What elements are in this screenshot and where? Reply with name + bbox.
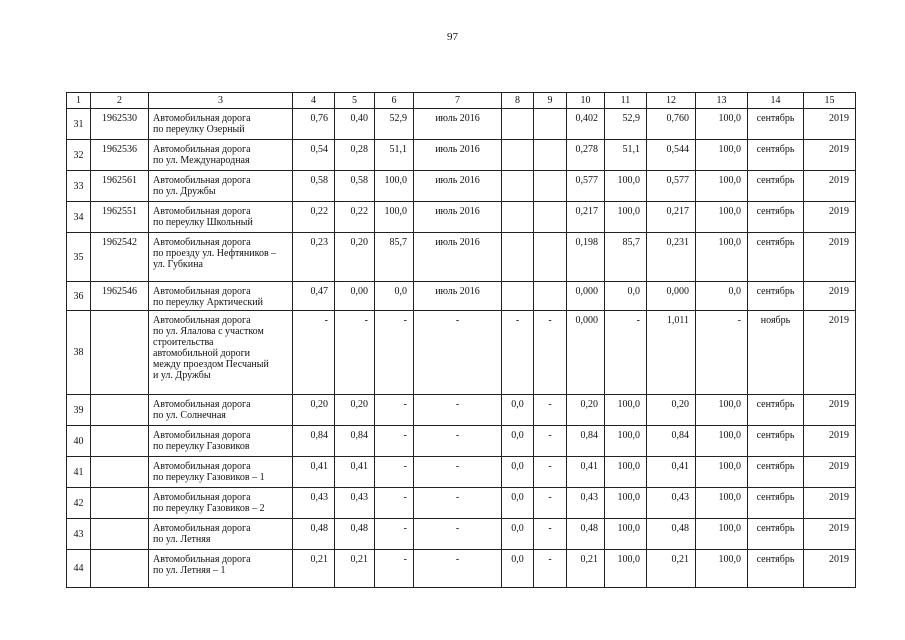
table-cell: 100,0 [696, 171, 748, 202]
table-cell: - [375, 457, 414, 488]
road-code-cell [91, 550, 149, 588]
row-number-cell: 38 [67, 311, 91, 395]
table-cell: - [534, 488, 567, 519]
header-cell: 11 [605, 93, 647, 109]
table-cell: 2019 [804, 395, 856, 426]
table-cell: 100,0 [605, 550, 647, 588]
table-cell: 0,48 [647, 519, 696, 550]
table-row [67, 550, 856, 588]
table-cell: 1,011 [647, 311, 696, 395]
row-number-cell: 33 [67, 171, 91, 202]
table-cell: 0,0 [502, 457, 534, 488]
table-cell: - [414, 457, 502, 488]
table-cell: июль 2016 [414, 202, 502, 233]
table-cell [534, 140, 567, 171]
table-cell: 2019 [804, 109, 856, 140]
table-cell: 100,0 [696, 426, 748, 457]
road-name-line: ул. Губкина [153, 259, 203, 270]
table-row [67, 171, 856, 202]
table-cell: - [534, 395, 567, 426]
road-name-cell [149, 233, 293, 282]
table-cell: 2019 [804, 171, 856, 202]
table-row [67, 457, 856, 488]
table-cell: 100,0 [605, 171, 647, 202]
road-name-cell [149, 550, 293, 588]
table-cell: 0,84 [647, 426, 696, 457]
table-cell [534, 282, 567, 311]
table-cell: 100,0 [605, 202, 647, 233]
table-cell: 0,198 [567, 233, 605, 282]
table-cell: 0,43 [293, 488, 335, 519]
table-cell: сентябрь [748, 395, 804, 426]
road-code-cell [91, 311, 149, 395]
row-number-cell: 42 [67, 488, 91, 519]
table-row [67, 311, 856, 395]
road-name-line: по переулку Газовиков – 2 [153, 503, 265, 514]
road-name-cell [149, 140, 293, 171]
header-cell: 13 [696, 93, 748, 109]
table-cell: 100,0 [696, 140, 748, 171]
table-row [67, 109, 856, 140]
row-number-cell: 34 [67, 202, 91, 233]
header-cell: 10 [567, 93, 605, 109]
table-cell: 0,20 [567, 395, 605, 426]
table-cell: 100,0 [696, 202, 748, 233]
table-cell: 0,21 [293, 550, 335, 588]
table-cell: 51,1 [375, 140, 414, 171]
table-cell: 0,0 [502, 488, 534, 519]
table-cell: - [375, 488, 414, 519]
row-number-cell: 44 [67, 550, 91, 588]
road-name-line: Автомобильная дорога [153, 523, 251, 534]
table-cell: - [534, 311, 567, 395]
table-cell: 100,0 [375, 202, 414, 233]
table-cell: 100,0 [696, 395, 748, 426]
table-cell: 100,0 [375, 171, 414, 202]
header-cell: 4 [293, 93, 335, 109]
table-cell: сентябрь [748, 282, 804, 311]
road-name-cell [149, 109, 293, 140]
table-cell: 0,000 [647, 282, 696, 311]
table-cell: 100,0 [696, 519, 748, 550]
table-cell: 0,0 [502, 395, 534, 426]
road-name-line: между проездом Песчаный [153, 359, 269, 370]
table-cell: 0,20 [647, 395, 696, 426]
table-cell: 0,48 [335, 519, 375, 550]
road-name-line: Автомобильная дорога [153, 206, 251, 217]
table-cell: 100,0 [605, 395, 647, 426]
table-cell: 2019 [804, 282, 856, 311]
table-cell: 0,217 [647, 202, 696, 233]
road-name-line: Автомобильная дорога [153, 461, 251, 472]
table-cell [502, 171, 534, 202]
table-cell: - [375, 395, 414, 426]
road-name-line: Автомобильная дорога [153, 554, 251, 565]
table-cell: - [375, 426, 414, 457]
table-cell: 0,84 [335, 426, 375, 457]
row-number-cell: 31 [67, 109, 91, 140]
road-name-line: строительства [153, 337, 214, 348]
page-number: 97 [447, 31, 458, 43]
header-cell: 12 [647, 93, 696, 109]
road-name-line: по ул. Ялалова с участком [153, 326, 264, 337]
road-name-line: по проезду ул. Нефтяников – [153, 248, 277, 259]
table-cell: - [375, 550, 414, 588]
table-cell: 100,0 [605, 488, 647, 519]
table-cell: июль 2016 [414, 282, 502, 311]
roads-table [66, 92, 856, 588]
road-code-cell: 1962546 [91, 282, 149, 311]
road-name-line: Автомобильная дорога [153, 237, 251, 248]
table-cell: - [375, 519, 414, 550]
table-cell: сентябрь [748, 519, 804, 550]
table-cell: сентябрь [748, 140, 804, 171]
table-cell: 0,577 [647, 171, 696, 202]
table-cell: 0,0 [696, 282, 748, 311]
road-name-line: по переулку Газовиков – 1 [153, 472, 265, 483]
table-cell: - [605, 311, 647, 395]
road-code-cell: 1962536 [91, 140, 149, 171]
table-cell: 100,0 [605, 519, 647, 550]
road-name-line: Автомобильная дорога [153, 175, 251, 186]
table-cell: 0,21 [567, 550, 605, 588]
road-name-line: Автомобильная дорога [153, 315, 251, 326]
table-cell [534, 171, 567, 202]
table-row [67, 233, 856, 282]
table-cell: 0,577 [567, 171, 605, 202]
table-cell: 2019 [804, 457, 856, 488]
road-code-cell [91, 488, 149, 519]
table-cell: сентябрь [748, 171, 804, 202]
road-name-cell [149, 519, 293, 550]
table-cell: июль 2016 [414, 233, 502, 282]
table-cell: 0,000 [567, 282, 605, 311]
table-cell: - [375, 311, 414, 395]
table-cell: 0,0 [502, 426, 534, 457]
header-cell: 9 [534, 93, 567, 109]
row-number-cell: 43 [67, 519, 91, 550]
road-name-line: Автомобильная дорога [153, 430, 251, 441]
table-cell: 0,20 [293, 395, 335, 426]
table-cell: 0,41 [567, 457, 605, 488]
table-cell: 100,0 [696, 457, 748, 488]
table-cell: 0,43 [647, 488, 696, 519]
road-name-line: по переулку Озерный [153, 124, 245, 135]
table-row [67, 282, 856, 311]
table-cell: - [414, 395, 502, 426]
road-code-cell [91, 395, 149, 426]
table-cell: 0,217 [567, 202, 605, 233]
table-cell: 0,21 [647, 550, 696, 588]
road-code-cell [91, 426, 149, 457]
road-code-cell: 1962542 [91, 233, 149, 282]
table-cell: 100,0 [696, 109, 748, 140]
table-cell: 85,7 [605, 233, 647, 282]
header-cell: 2 [91, 93, 149, 109]
table-cell: 2019 [804, 488, 856, 519]
table-cell: 2019 [804, 550, 856, 588]
table-cell: 0,21 [335, 550, 375, 588]
road-name-cell [149, 395, 293, 426]
table-cell: 0,54 [293, 140, 335, 171]
table-cell: сентябрь [748, 233, 804, 282]
road-name-cell [149, 311, 293, 395]
table-cell: 0,48 [293, 519, 335, 550]
table-cell: июль 2016 [414, 140, 502, 171]
header-cell: 7 [414, 93, 502, 109]
row-number-cell: 36 [67, 282, 91, 311]
header-cell: 3 [149, 93, 293, 109]
road-code-cell: 1962551 [91, 202, 149, 233]
table-cell [502, 109, 534, 140]
table-cell: - [414, 311, 502, 395]
table-cell: 0,22 [293, 202, 335, 233]
table-cell: 0,58 [293, 171, 335, 202]
road-code-cell [91, 519, 149, 550]
table-cell: 0,20 [335, 395, 375, 426]
table-cell: 0,760 [647, 109, 696, 140]
table-cell: 2019 [804, 202, 856, 233]
table-cell: 0,41 [647, 457, 696, 488]
table-cell [502, 282, 534, 311]
table-cell: 0,402 [567, 109, 605, 140]
table-cell: 100,0 [605, 457, 647, 488]
table-cell: 0,00 [335, 282, 375, 311]
road-name-cell [149, 488, 293, 519]
table-cell: - [293, 311, 335, 395]
road-name-line: автомобильной дороги [153, 348, 251, 359]
road-name-line: Автомобильная дорога [153, 399, 251, 410]
row-number-cell: 32 [67, 140, 91, 171]
table-cell: 0,43 [567, 488, 605, 519]
table-cell: - [534, 457, 567, 488]
row-number-cell: 39 [67, 395, 91, 426]
table-cell: 100,0 [696, 550, 748, 588]
table-cell: 0,58 [335, 171, 375, 202]
table-cell: 0,544 [647, 140, 696, 171]
header-cell: 15 [804, 93, 856, 109]
header-cell: 5 [335, 93, 375, 109]
table-cell [534, 109, 567, 140]
header-cell: 1 [67, 93, 91, 109]
road-name-line: Автомобильная дорога [153, 113, 251, 124]
road-name-cell [149, 457, 293, 488]
table-row [67, 519, 856, 550]
table-cell: 100,0 [696, 233, 748, 282]
table-cell: 0,41 [293, 457, 335, 488]
table-cell: 0,84 [567, 426, 605, 457]
table-cell: сентябрь [748, 426, 804, 457]
table-cell [534, 202, 567, 233]
table-cell: 0,000 [567, 311, 605, 395]
table-cell: 0,0 [375, 282, 414, 311]
table-cell: - [534, 519, 567, 550]
table-cell: 0,84 [293, 426, 335, 457]
table-cell: - [414, 550, 502, 588]
row-number-cell: 35 [67, 233, 91, 282]
table-cell: ноябрь [748, 311, 804, 395]
road-code-cell: 1962561 [91, 171, 149, 202]
table-cell: 0,40 [335, 109, 375, 140]
row-number-cell: 41 [67, 457, 91, 488]
table-cell [502, 233, 534, 282]
table-cell: 0,231 [647, 233, 696, 282]
road-name-line: по ул. Дружбы [153, 186, 216, 197]
table-cell: 52,9 [375, 109, 414, 140]
table-cell: 2019 [804, 519, 856, 550]
table-row [67, 140, 856, 171]
table-cell: 85,7 [375, 233, 414, 282]
road-name-line: по ул. Летняя – 1 [153, 565, 226, 576]
table-cell: 0,47 [293, 282, 335, 311]
table-cell: 0,48 [567, 519, 605, 550]
table-cell: 0,76 [293, 109, 335, 140]
table-cell [502, 202, 534, 233]
table-cell: сентябрь [748, 488, 804, 519]
table-cell: 0,0 [502, 550, 534, 588]
table-cell: июль 2016 [414, 171, 502, 202]
table-cell: 2019 [804, 426, 856, 457]
header-row [67, 93, 856, 109]
table-cell: 0,278 [567, 140, 605, 171]
table-cell: - [414, 488, 502, 519]
table-cell: - [335, 311, 375, 395]
road-name-cell [149, 282, 293, 311]
table-cell: - [534, 550, 567, 588]
road-code-cell [91, 457, 149, 488]
table-cell: 0,22 [335, 202, 375, 233]
road-name-line: по переулку Арктический [153, 297, 263, 308]
table-cell [534, 233, 567, 282]
table-cell: 2019 [804, 140, 856, 171]
table-cell: 0,28 [335, 140, 375, 171]
table-cell: 0,41 [335, 457, 375, 488]
table-cell: - [534, 426, 567, 457]
table-cell: - [696, 311, 748, 395]
table-cell [502, 140, 534, 171]
table-cell: сентябрь [748, 550, 804, 588]
table-cell: 0,0 [502, 519, 534, 550]
road-name-line: по ул. Международная [153, 155, 250, 166]
road-name-line: по ул. Летняя [153, 534, 211, 545]
table-cell: 0,0 [605, 282, 647, 311]
table-cell: сентябрь [748, 457, 804, 488]
table-cell: июль 2016 [414, 109, 502, 140]
table-cell: 0,43 [335, 488, 375, 519]
row-number-cell: 40 [67, 426, 91, 457]
table-cell: 2019 [804, 233, 856, 282]
road-name-line: Автомобильная дорога [153, 492, 251, 503]
table-cell: 51,1 [605, 140, 647, 171]
table-cell: 0,20 [335, 233, 375, 282]
table-cell: 100,0 [696, 488, 748, 519]
table-cell: 100,0 [605, 426, 647, 457]
table-cell: сентябрь [748, 109, 804, 140]
table-cell: - [414, 426, 502, 457]
table-row [67, 426, 856, 457]
road-name-cell [149, 202, 293, 233]
road-name-line: Автомобильная дорога [153, 286, 251, 297]
table-cell: сентябрь [748, 202, 804, 233]
header-cell: 14 [748, 93, 804, 109]
road-name-line: по переулку Газовиков [153, 441, 250, 452]
table-cell: 2019 [804, 311, 856, 395]
table-cell: - [414, 519, 502, 550]
header-cell: 6 [375, 93, 414, 109]
table-cell: 0,23 [293, 233, 335, 282]
road-name-line: по ул. Солнечная [153, 410, 226, 421]
table-cell: - [502, 311, 534, 395]
table-cell: 52,9 [605, 109, 647, 140]
road-name-line: и ул. Дружбы [153, 370, 211, 381]
table-row [67, 488, 856, 519]
road-name-cell [149, 171, 293, 202]
road-name-line: Автомобильная дорога [153, 144, 251, 155]
table-row [67, 202, 856, 233]
header-cell: 8 [502, 93, 534, 109]
road-code-cell: 1962530 [91, 109, 149, 140]
road-name-cell [149, 426, 293, 457]
table-row [67, 395, 856, 426]
road-name-line: по переулку Школьный [153, 217, 253, 228]
